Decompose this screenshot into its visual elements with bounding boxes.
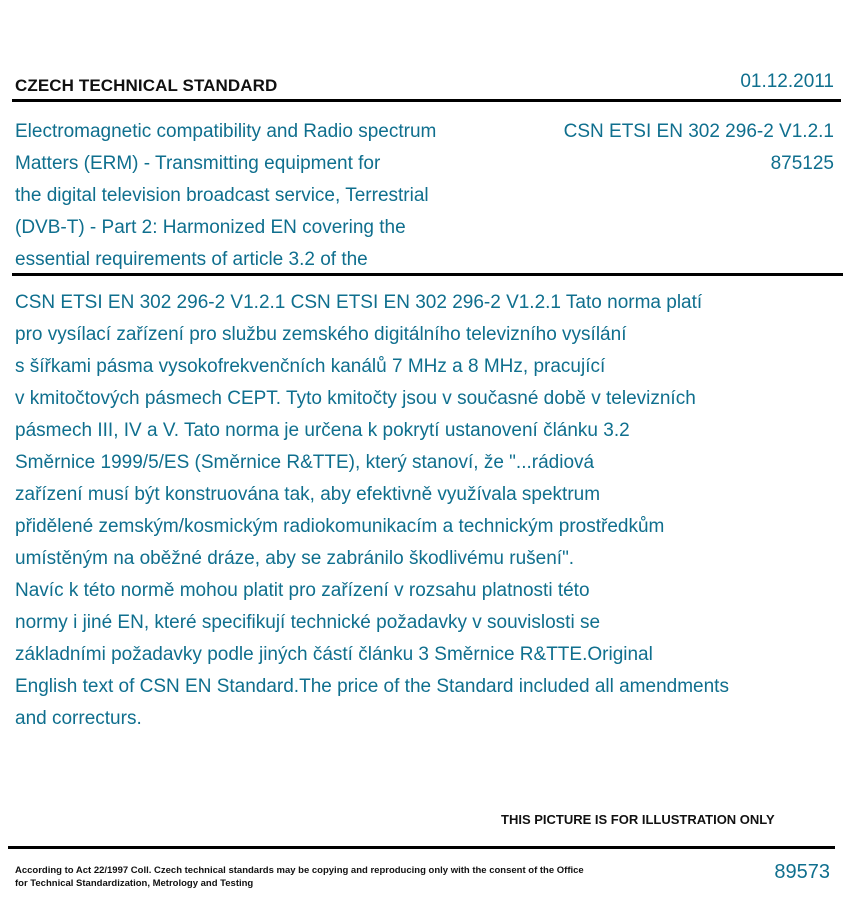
description-line: pásmech III, IV a V. Tato norma je určena k pokrytí ustanovení článku 3.2	[15, 420, 630, 441]
description-line: v kmitočtových pásmech CEPT. Tyto kmitočty jsou v současné době v televizních	[15, 388, 696, 409]
catalog-number: 875125	[770, 153, 834, 174]
description-line: Směrnice 1999/5/ES (Směrnice R&TTE), který stanoví, že "...rádiová	[15, 452, 595, 473]
copyright-line: for Technical Standardization, Metrology and Testing	[15, 878, 254, 889]
description-line: umístěným na oběžné dráze, aby se zabránilo škodlivému rušení".	[15, 548, 575, 569]
illustration-notice: THIS PICTURE IS FOR ILLUSTRATION ONLY	[501, 812, 775, 827]
description-line: normy i jiné EN, které specifikují technické požadavky v souvislosti se	[15, 612, 601, 633]
standard-description	[15, 287, 845, 735]
description-line: zařízení musí být konstruována tak, aby efektivně využívala spektrum	[15, 484, 601, 505]
title-line: the digital television broadcast service, Terrestrial	[15, 185, 429, 206]
description-line: and correcturs.	[15, 708, 142, 729]
standard-title	[15, 116, 505, 276]
page-number: 89573	[774, 861, 830, 883]
publication-date: 01.12.2011	[740, 71, 834, 92]
document-type-label: CZECH TECHNICAL STANDARD	[15, 76, 278, 95]
top-divider	[12, 99, 841, 102]
description-line: Navíc k této normě mohou platit pro zařízení v rozsahu platnosti této	[15, 580, 590, 601]
description-line: English text of CSN EN Standard.The price of the Standard included all amendments	[15, 676, 729, 697]
description-line: základními požadavky podle jiných částí článku 3 Směrnice R&TTE.Original	[15, 644, 653, 665]
description-line: pro vysílací zařízení pro službu zemského digitálního televizního vysílání	[15, 324, 627, 345]
bottom-divider	[8, 846, 835, 849]
description-line: CSN ETSI EN 302 296-2 V1.2.1 CSN ETSI EN 302 296-2 V1.2.1 Tato norma platí	[15, 292, 703, 313]
copyright-note	[15, 864, 584, 890]
title-line: (DVB-T) - Part 2: Harmonized EN covering the	[15, 217, 406, 238]
middle-divider	[12, 273, 843, 276]
copyright-line: According to Act 22/1997 Coll. Czech technical standards may be copying and reproducing only with the consent of the Office	[15, 865, 584, 876]
title-line: Matters (ERM) - Transmitting equipment for	[15, 153, 381, 174]
standard-code: CSN ETSI EN 302 296-2 V1.2.1	[563, 121, 834, 142]
title-line: Electromagnetic compatibility and Radio spectrum	[15, 121, 437, 142]
description-line: s šířkami pásma vysokofrekvenčních kanálů 7 MHz a 8 MHz, pracující	[15, 356, 606, 377]
standard-codes	[564, 116, 834, 180]
description-line: přidělené zemským/kosmickým radiokomunikacím a technickým prostředkům	[15, 516, 665, 537]
title-line: essential requirements of article 3.2 of the	[15, 249, 368, 270]
